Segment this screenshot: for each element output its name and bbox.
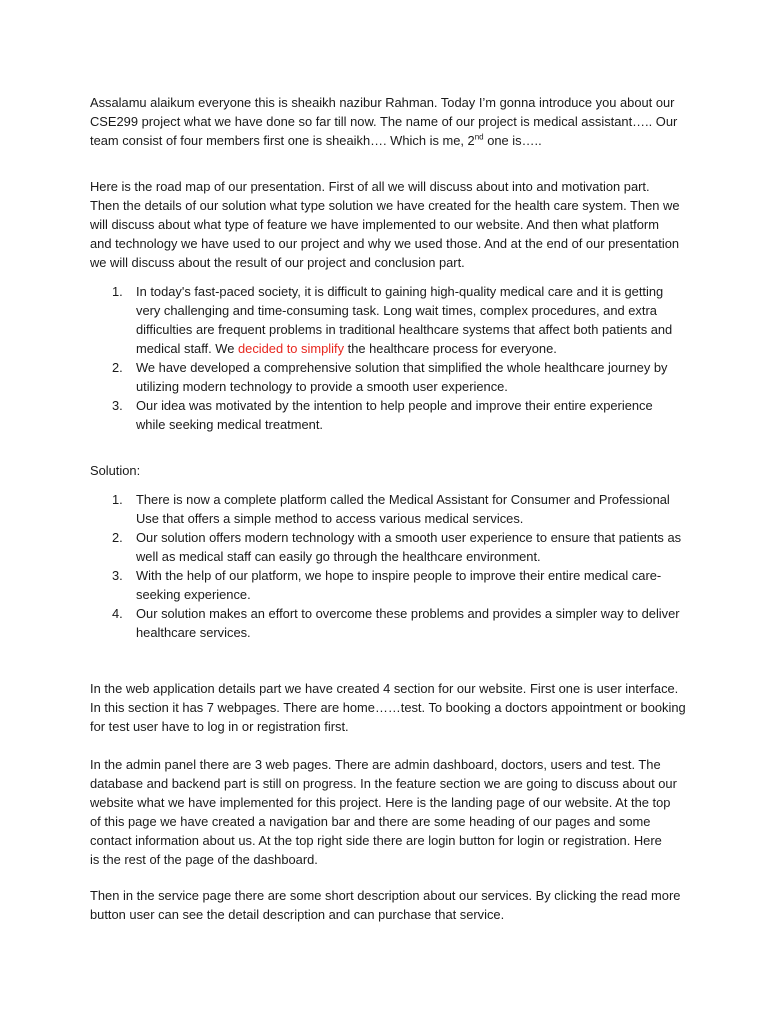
list-line: very challenging and time-consuming task. Long wait times, complex procedures, and extra <box>136 303 657 318</box>
roadmap-line: we will discuss about the result of our project and conclusion part. <box>90 255 465 270</box>
list-line: Use that offers a simple method to access various medical services. <box>136 511 524 526</box>
list-number: 1. <box>112 492 123 507</box>
highlighted-text: decided to simplify <box>237 341 345 356</box>
list-number: 3. <box>112 568 123 583</box>
roadmap-line: Here is the road map of our presentation. First of all we will discuss about into and motivation part. <box>90 179 650 194</box>
solution-heading: Solution: <box>90 463 141 478</box>
intro-paragraph <box>90 93 680 150</box>
list-line-text: medical staff. We <box>136 341 238 356</box>
list-line: Our solution offers modern technology with a smooth user experience to ensure that patients as <box>136 530 682 545</box>
roadmap-paragraph <box>90 177 680 272</box>
list-item <box>90 282 690 358</box>
list-item <box>90 490 690 528</box>
list-line: With the help of our platform, we hope to inspire people to improve their entire medical care- <box>136 568 662 583</box>
service-line: button user can see the detail description and can purchase that service. <box>90 907 505 922</box>
intro-line <box>90 131 680 150</box>
list-item <box>90 396 690 434</box>
motivation-list <box>90 282 690 434</box>
admin-line: website what we have implemented for this project. Here is the landing page of our website. At the top <box>90 795 671 810</box>
admin-line: In the admin panel there are 3 web pages. There are admin dashboard, doctors, users and test. The <box>90 757 661 772</box>
intro-line: CSE299 project what we have done so far till now. The name of our project is medical assistant….. Our <box>90 114 678 129</box>
intro-line-text: one is….. <box>483 133 542 148</box>
list-item <box>90 528 690 566</box>
webapp-paragraph <box>90 679 686 736</box>
webapp-line: In the web application details part we have created 4 section for our website. First one is user interface. <box>90 681 679 696</box>
list-line-text: the healthcare process for everyone. <box>344 341 557 356</box>
admin-paragraph <box>90 755 680 869</box>
list-line: healthcare services. <box>136 625 251 640</box>
list-line: utilizing modern technology to provide a smooth user experience. <box>136 379 508 394</box>
list-number: 4. <box>112 606 123 621</box>
admin-line: of this page we have created a navigation bar and there are some heading of our pages and some <box>90 814 651 829</box>
list-item <box>90 566 690 604</box>
list-line: We have developed a comprehensive solution that simplified the whole healthcare journey by <box>136 360 668 375</box>
intro-line: Assalamu alaikum everyone this is sheaikh nazibur Rahman. Today I’m gonna introduce you about our <box>90 95 675 110</box>
list-line: seeking experience. <box>136 587 251 602</box>
list-item <box>90 358 690 396</box>
list-line <box>136 339 690 358</box>
list-line: difficulties are frequent problems in traditional healthcare systems that affect both patients and <box>136 322 673 337</box>
list-line: well as medical staff can easily go through the healthcare environment. <box>136 549 541 564</box>
list-number: 2. <box>112 530 123 545</box>
admin-line: is the rest of the page of the dashboard. <box>90 852 318 867</box>
service-paragraph <box>90 886 680 924</box>
list-line: In today's fast-paced society, it is difficult to gaining high-quality medical care and it is getting <box>136 284 664 299</box>
webapp-line: In this section it has 7 webpages. There are home……test. To booking a doctors appointment or booking <box>90 700 686 715</box>
list-line: There is now a complete platform called the Medical Assistant for Consumer and Professional <box>136 492 670 507</box>
admin-line: contact information about us. At the top right side there are login button for login or registration. Here <box>90 833 662 848</box>
roadmap-line: will discuss about what type of feature we have implemented to our website. And then what platform <box>90 217 659 232</box>
list-line: Our solution makes an effort to overcome these problems and provides a simpler way to deliver <box>136 606 680 621</box>
service-line: Then in the service page there are some short description about our services. By clicking the read more <box>90 888 681 903</box>
webapp-line: for test user have to log in or registration first. <box>90 719 349 734</box>
list-line: Our idea was motivated by the intention to help people and improve their entire experience <box>136 398 653 413</box>
intro-line-text: team consist of four members first one is sheaikh…. Which is me, 2 <box>90 133 475 148</box>
list-number: 2. <box>112 360 123 375</box>
list-number: 3. <box>112 398 123 413</box>
list-item <box>90 604 690 642</box>
list-number: 1. <box>112 284 123 299</box>
admin-line: database and backend part is still on progress. In the feature section we are going to discuss about our <box>90 776 677 791</box>
roadmap-line: Then the details of our solution what type solution we have created for the health care system. Then we <box>90 198 680 213</box>
roadmap-line: and technology we have used to our project and why we used those. And at the end of our presentation <box>90 236 680 251</box>
list-line: while seeking medical treatment. <box>136 417 324 432</box>
ordinal-suffix: nd <box>474 132 484 142</box>
solution-list <box>90 490 690 642</box>
